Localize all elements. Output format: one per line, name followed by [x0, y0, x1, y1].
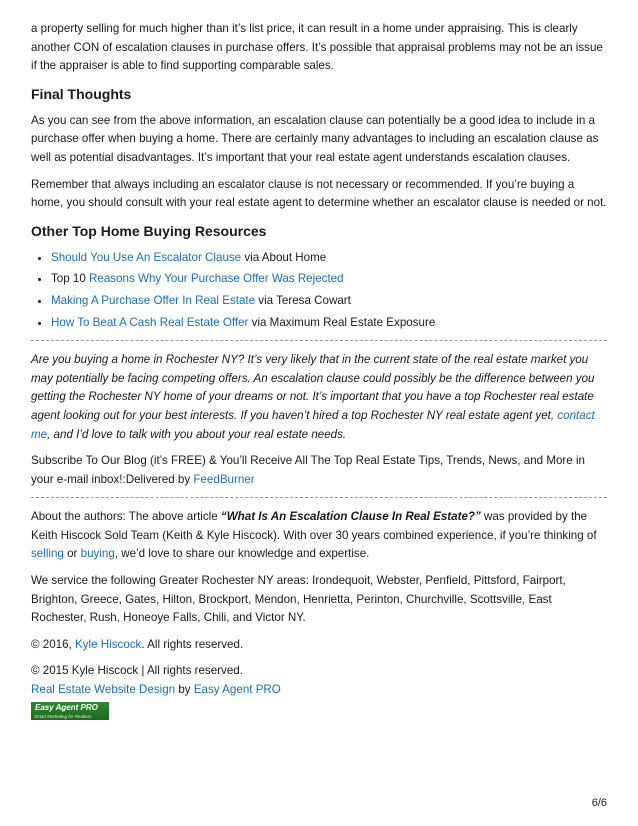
copyright-2016 — [31, 636, 607, 655]
resource-link-cash-offer[interactable]: How To Beat A Cash Real Estate Offer — [51, 315, 249, 329]
resource-suffix: via About Home — [241, 250, 327, 264]
logo-tagline: Smart Marketing for Realtors — [34, 713, 92, 719]
copyright-prefix: © 2016, — [31, 637, 75, 651]
service-areas-paragraph: We service the following Greater Rochester NY areas: Irondequoit, Webster, Penfield, Pittsford, Fairport, Brighton, Greece, Gates, Hilton, Brockport, Mendon, Henrietta, Perinton, Churchville, Scottsville, East Rochester, Rush, Honeoye Falls, Chili, and Victor NY. — [31, 574, 566, 625]
resource-suffix: via Teresa Cowart — [255, 293, 351, 307]
intro-paragraph: a property selling for much higher than it’s list price, it can result in a home under appraising. This is clearly another CON of escalation clauses in purchase offers. It’s possible that appraisal problems may not be an issue if the appraiser is able to find supporting comparable sales. — [31, 22, 603, 73]
easy-agent-pro-link[interactable]: Easy Agent PRO — [193, 683, 281, 697]
authors-paragraph — [31, 508, 607, 564]
resource-suffix: via Maximum Real Estate Exposure — [248, 315, 436, 329]
website-design-link[interactable]: Real Estate Website Design — [31, 683, 176, 697]
logo-wordmark: Easy Agent PRO — [35, 702, 98, 712]
feedburner-link[interactable]: FeedBurner — [193, 472, 255, 486]
authors-text: About the authors: The above article — [31, 510, 221, 524]
divider — [31, 497, 607, 498]
authors-text: or — [63, 547, 81, 561]
article-title: “What Is An Escalation Clause In Real Estate?” — [220, 510, 481, 524]
resource-prefix: Top 10 — [51, 272, 90, 286]
cta-text-end: , and I’d love to talk with you about your real estate needs. — [47, 427, 347, 441]
credit-by: by — [175, 683, 194, 697]
resource-link-offer-rejected[interactable]: Reasons Why Your Purchase Offer Was Rejected — [89, 272, 344, 286]
selling-link[interactable]: selling — [31, 547, 64, 561]
kyle-hiscock-link[interactable]: Kyle Hiscock — [75, 637, 142, 651]
resources-heading: Other Top Home Buying Resources — [31, 222, 267, 239]
easy-agent-pro-logo[interactable] — [31, 702, 109, 720]
copyright-2015: © 2015 Kyle Hiscock | All rights reserved. — [31, 664, 243, 678]
authors-text: was provided by the Keith Hiscock Sold Team (Keith & Kyle Hiscock). With over 30 years combined experience, if you’re thinking of — [31, 510, 597, 542]
resource-link-escalator-clause[interactable]: Should You Use An Escalator Clause — [51, 250, 242, 264]
document-page — [31, 20, 607, 720]
resource-item — [51, 249, 607, 268]
subscribe-paragraph — [31, 452, 607, 489]
resources-list — [31, 249, 607, 332]
page-number: 6/6 — [591, 797, 607, 809]
copyright-suffix: . All rights reserved. — [141, 637, 244, 651]
contact-me-link[interactable]: contact me — [31, 408, 595, 441]
cta-text: Are you buying a home in Rochester NY? It’s very likely that in the current state of the real estate market you may potentially be facing competing offers. An escalation clause could possibly be the difference between you getting the Rochester NY home of your dreams or not. It’s important that you have a top Rochester real estate agent looking out for your best interests. If you haven’t hired a top Rochester NY real estate agent yet, — [31, 353, 595, 422]
divider — [31, 340, 607, 341]
resource-item — [51, 314, 607, 333]
copyright-2015-block — [31, 662, 607, 719]
authors-text: , we’d love to share our knowledge and expertise. — [114, 547, 370, 561]
resource-item — [51, 292, 607, 311]
credit-line — [31, 681, 607, 700]
final-thoughts-paragraph-1: As you can see from the above information, an escalation clause can potentially be a good idea to include in a purchase offer when buying a home. There are certainly many advantages to including an escalation clause as well as potential disadvantages. It’s important that your real estate agent understands escalation clauses. — [31, 113, 599, 164]
final-thoughts-paragraph-2: Remember that always including an escalator clause is not necessary or recommended. If you’re buying a home, you should consult with your real estate agent to determine whether an escalator clause is needed or not. — [31, 177, 607, 210]
resource-link-making-offer[interactable]: Making A Purchase Offer In Real Estate — [51, 293, 256, 307]
final-thoughts-heading: Final Thoughts — [31, 85, 132, 102]
subscribe-text: Subscribe To Our Blog (it’s FREE) & You’ll Receive All The Top Real Estate Tips, Trends, News, and More in your e-mail inbox!:Delivered by — [31, 454, 585, 486]
buying-link[interactable]: buying — [80, 547, 115, 561]
resource-item — [51, 270, 607, 289]
call-to-action-paragraph — [31, 351, 607, 444]
